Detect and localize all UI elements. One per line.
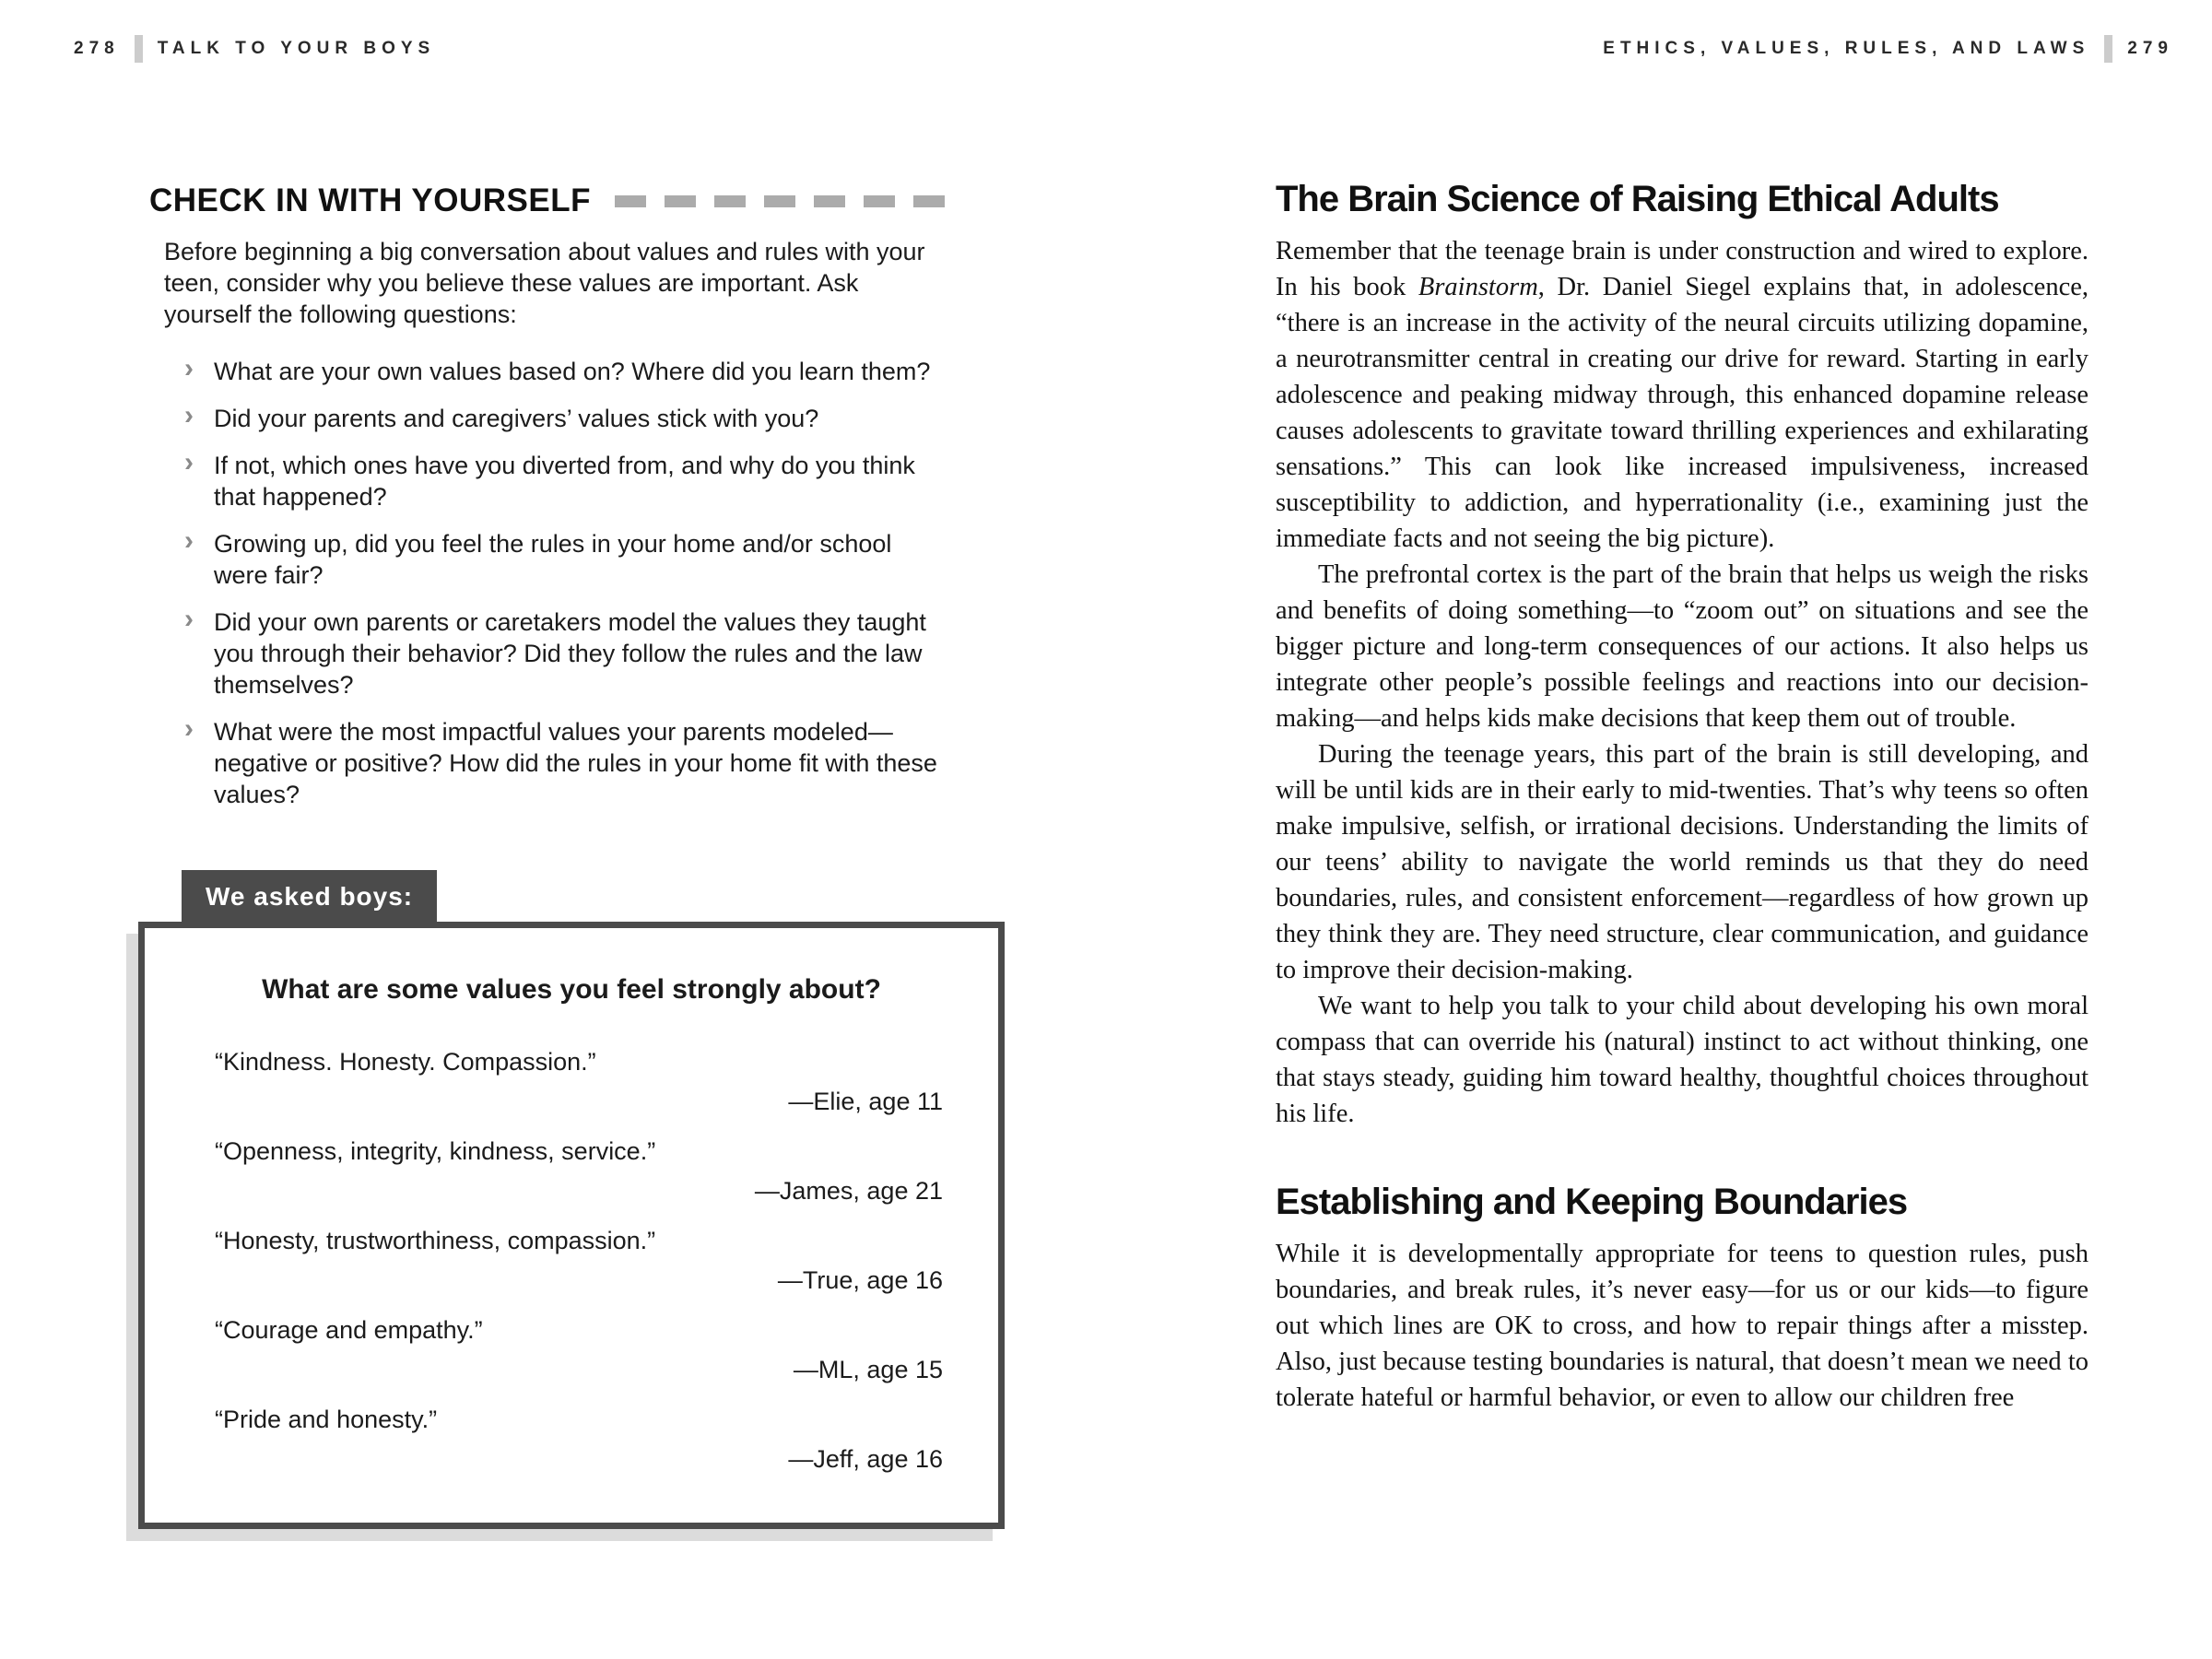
dash-mark bbox=[814, 195, 845, 207]
bullet-text: Did your own parents or caretakers model the values they taught you through their behavior? Did they follow the rules and the law themselves? bbox=[214, 608, 926, 699]
body-paragraph bbox=[1276, 557, 2088, 736]
boundaries-section bbox=[1276, 1182, 2088, 1416]
quote-attribution: —Jeff, age 16 bbox=[788, 1445, 943, 1473]
paragraph-text: While it is developmentally appropriate for teens to question rules, push boundaries, and break rules, it’s never easy—for us or our kids—to figure out which lines are OK to cross, and how to repair things after a misstep. Also, just because testing boundaries is natural, that doesn’t mean we need to tolerate hateful or harmful behavior, or even to allow our children free bbox=[1276, 1240, 2088, 1412]
paragraph-text: The prefrontal cortex is the part of the brain that helps us weigh the risks and benefits of doing something—to “zoom out” on situations and see the bigger picture and long-term consequences of our actions. It also helps us integrate other people’s possible feelings and reactions into our decision-making—and helps kids make decisions that keep them out of trouble. bbox=[1276, 560, 2088, 733]
quote-text: “Pride and honesty.” bbox=[215, 1406, 438, 1433]
bullet-text: Did your parents and caregivers’ values stick with you? bbox=[214, 405, 819, 432]
section-heading: Establishing and Keeping Boundaries bbox=[1276, 1182, 1908, 1222]
quote-attribution: —ML, age 15 bbox=[793, 1356, 943, 1383]
section-heading: The Brain Science of Raising Ethical Adults bbox=[1276, 179, 1999, 219]
dash-mark bbox=[665, 195, 696, 207]
page-number-right: 279 bbox=[2127, 39, 2173, 58]
dash-mark bbox=[864, 195, 895, 207]
paragraph-text: , Dr. Daniel Siegel explains that, in adolescence, “there is an increase in the activity of the neural circuits utilizing dopamine, a neurotransmitter central in creating our drive for reward. Starting in early adolescence and peaking midway through, this enhanced dopamine release causes adolescents to gravitate toward thrilling experiences and exhilarating sensations.” This can look like increased impulsiveness, increased susceptibility to addiction, and hyperrationality (i.e., examining just the immediate facts and not seeing the big picture). bbox=[1276, 273, 2088, 553]
box-question: What are some values you feel strongly about? bbox=[262, 974, 881, 1005]
check-in-bullet-list bbox=[149, 353, 947, 810]
brain-science-section bbox=[1276, 179, 2088, 1132]
we-asked-boys-box bbox=[138, 922, 1005, 1529]
check-in-intro: Before beginning a big conversation about values and rules with your teen, consider why you believe these values are important. Ask yourself the following questions: bbox=[164, 238, 925, 328]
quote-text: “Openness, integrity, kindness, service.” bbox=[215, 1137, 656, 1165]
quote-text: “Honesty, trustworthiness, compassion.” bbox=[215, 1227, 656, 1254]
section-paragraphs bbox=[1276, 1236, 2088, 1416]
bullet-item bbox=[184, 353, 951, 387]
chevron-right-icon: › bbox=[184, 353, 194, 383]
check-in-heading-row bbox=[149, 182, 947, 219]
quote-item bbox=[215, 1137, 943, 1206]
chevron-right-icon: › bbox=[184, 713, 194, 744]
quote-text: “Courage and empathy.” bbox=[215, 1316, 483, 1344]
running-title-left: TALK TO YOUR BOYS bbox=[157, 39, 436, 58]
chevron-right-icon: › bbox=[184, 525, 194, 556]
bullet-item bbox=[184, 400, 951, 434]
quote-item bbox=[215, 1227, 943, 1295]
quote-attribution: —True, age 16 bbox=[777, 1266, 943, 1294]
bullet-text: Growing up, did you feel the rules in your home and/or school were fair? bbox=[214, 530, 892, 589]
dash-mark bbox=[913, 195, 945, 207]
paragraph-text: Remember that the teenage brain is under construction and wired to explore. In his book bbox=[1276, 237, 2088, 301]
quote-item bbox=[215, 1406, 943, 1474]
running-head-divider bbox=[135, 35, 143, 63]
dash-mark bbox=[764, 195, 795, 207]
italic-book-title: Brainstorm bbox=[1418, 273, 1538, 301]
section-paragraphs bbox=[1276, 233, 2088, 1132]
right-page-column bbox=[1276, 179, 2088, 1416]
bullet-text: What were the most impactful values your parents modeled—negative or positive? How did the rules in your home fit with these values? bbox=[214, 718, 937, 808]
chevron-right-icon: › bbox=[184, 400, 194, 430]
dash-mark bbox=[714, 195, 746, 207]
bullet-item bbox=[184, 447, 951, 512]
check-in-section bbox=[149, 182, 947, 826]
running-title-right: ETHICS, VALUES, RULES, AND LAWS bbox=[1603, 39, 2090, 58]
paragraph-text: During the teenage years, this part of the brain is still developing, and will be until kids are in their early to mid-twenties. That’s why teens so often make impulsive, selfish, or irrational decisions. Understanding the limits of our teens’ ability to navigate the world reminds us that they do need boundaries, rules, and consistent enforcement—regardless of how grown up they think they are. They need structure, clear communication, and guidance to improve their decision-making. bbox=[1276, 740, 2088, 984]
quote-list bbox=[215, 1048, 943, 1474]
we-asked-boys-tab: We asked boys: bbox=[182, 870, 437, 924]
body-paragraph bbox=[1276, 736, 2088, 988]
bullet-text: What are your own values based on? Where did you learn them? bbox=[214, 358, 931, 385]
decorative-dashes bbox=[615, 195, 947, 207]
body-paragraph bbox=[1276, 1236, 2088, 1416]
quote-text: “Kindness. Honesty. Compassion.” bbox=[215, 1048, 596, 1076]
body-paragraph bbox=[1276, 233, 2088, 557]
quote-item bbox=[215, 1316, 943, 1384]
quote-attribution: —Elie, age 11 bbox=[788, 1088, 943, 1115]
dash-mark bbox=[615, 195, 646, 207]
quote-item bbox=[215, 1048, 943, 1116]
bullet-item bbox=[184, 713, 951, 810]
page-number-left: 278 bbox=[74, 39, 120, 58]
bullet-text: If not, which ones have you diverted from, and why do you think that happened? bbox=[214, 452, 915, 511]
running-head-divider bbox=[2104, 35, 2112, 63]
running-head-left bbox=[74, 35, 435, 63]
bullet-item bbox=[184, 604, 951, 700]
chevron-right-icon: › bbox=[184, 604, 194, 634]
chevron-right-icon: › bbox=[184, 447, 194, 477]
quote-attribution: —James, age 21 bbox=[754, 1177, 943, 1205]
bullet-item bbox=[184, 525, 951, 591]
running-head-right bbox=[1603, 35, 2173, 63]
paragraph-text: We want to help you talk to your child about developing his own moral compass that can override his (natural) instinct to act without thinking, one that stays steady, guiding him toward healthy, thoughtful choices throughout his life. bbox=[1276, 992, 2088, 1128]
body-paragraph bbox=[1276, 988, 2088, 1132]
check-in-heading: CHECK IN WITH YOURSELF bbox=[149, 182, 591, 218]
